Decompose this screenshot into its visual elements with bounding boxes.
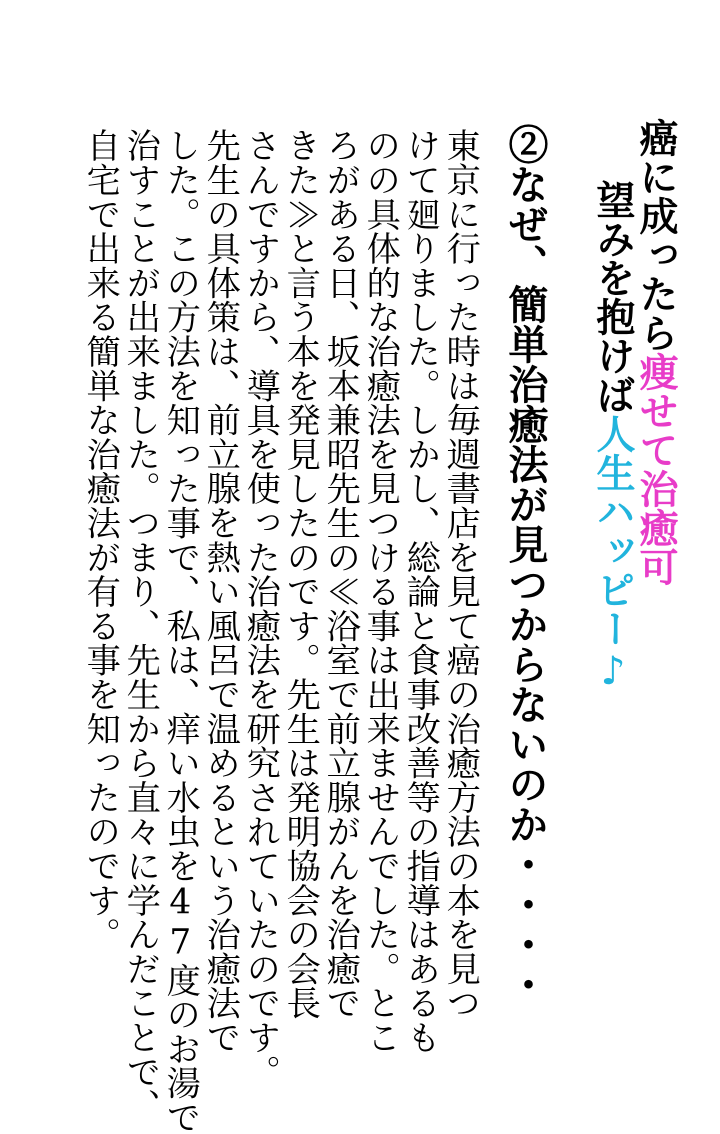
body-line: けて廻りました。しかし、総論と食事改善等の指導はあるも	[400, 128, 441, 1055]
body-line: 自宅で出来る簡単な治癒法が有る事を知ったのです。	[80, 128, 121, 952]
title-line-2-accent: 人生ハッピー♪	[590, 414, 636, 694]
title-line-2	[590, 180, 636, 694]
body-line: さんですから、導具を使った治癒法を研究されていたのです。	[240, 128, 281, 1089]
title-line-1	[633, 118, 679, 586]
body-line: した。この方法を知った事で、私は、痒い水虫を47度のお湯で	[160, 128, 201, 1134]
title-line-1-accent: 痩せて治癒可	[633, 352, 679, 586]
body-line: ろがある日、坂本兼昭先生の≪浴室で前立腺がんを治癒で	[320, 128, 361, 1020]
subtitle: ②なぜ、簡単治癒法が見つからないのか・・・・	[502, 124, 549, 1004]
body-line: 治すことが出来ました。つまり、先生から直々に学んだことで、	[120, 128, 161, 1123]
title-line-2-main: 望みを抱けば	[590, 180, 636, 414]
body-line: きた≫と言う本を発見したのです。先生は発明協会の会長	[280, 128, 321, 1020]
body-line: 先生の具体策は、前立腺を熱い風呂で温めるという治癒法で	[200, 128, 241, 1055]
title-line-1-main: 癌に成ったら	[633, 118, 679, 352]
body-line: のの具体的な治癒法を見つける事は出来ませんでした。とこ	[360, 128, 401, 1055]
body-line: 東京に行った時は毎週書店を見て癌の治癒方法の本を見つ	[440, 128, 481, 1020]
